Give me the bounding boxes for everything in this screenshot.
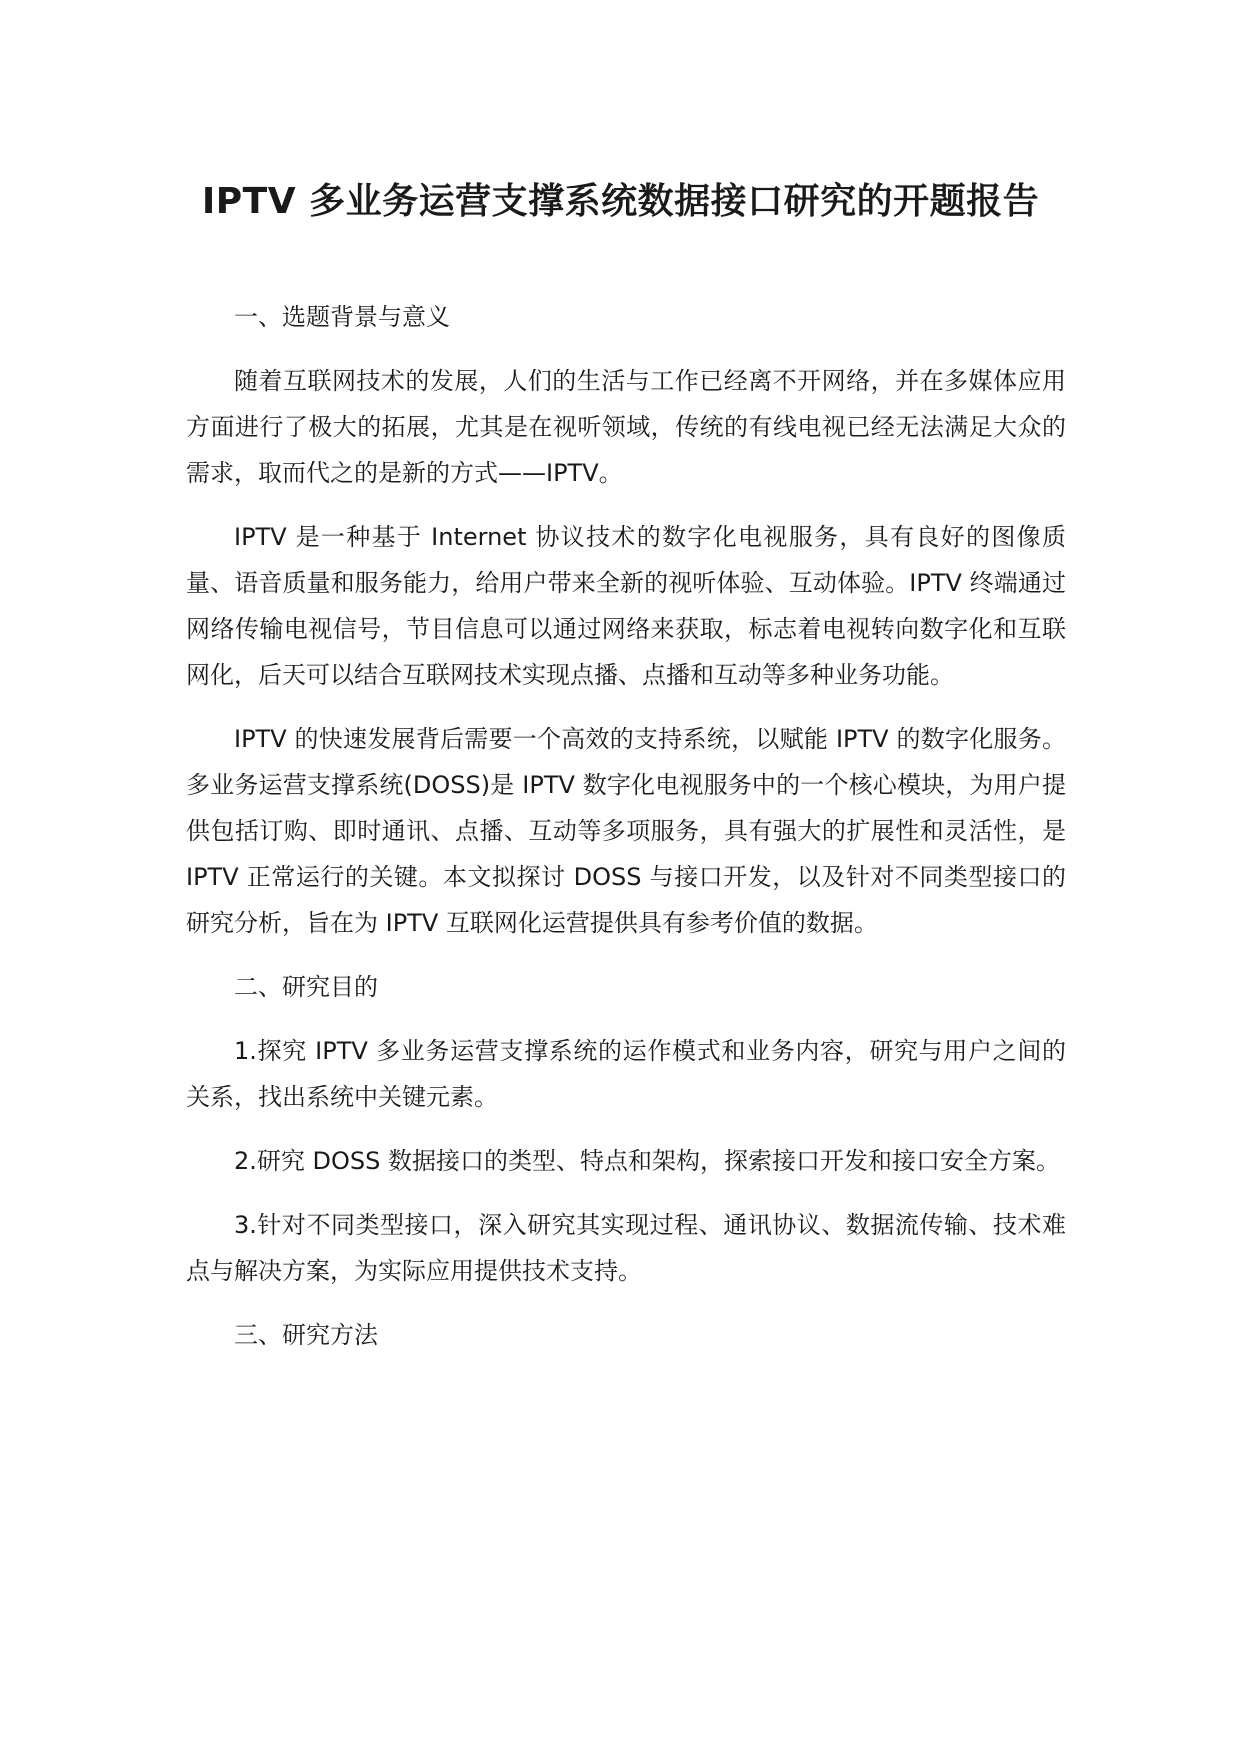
paragraph-background-3: IPTV 的快速发展背后需要一个高效的支持系统，以赋能 IPTV 的数字化服务。多业务运营支撑系统(DOSS)是 IPTV 数字化电视服务中的一个核心模块，为用户提供包括订购、即时通讯、点播、互动等多项服务，具有强大的扩展性和灵活性，是 IPTV 正常运行的关键。本文拟探讨 DOSS 与接口开发，以及针对不同类型接口的研究分析，旨在为 IPTV 互联网化运营提供具有参考价值的数据。 bbox=[186, 725, 1066, 937]
paragraph-purpose-1: 1.探究 IPTV 多业务运营支撑系统的运作模式和业务内容，研究与用户之间的关系，找出系统中关键元素。 bbox=[186, 1037, 1066, 1111]
section-heading-method: 三、研究方法 bbox=[234, 1321, 378, 1349]
section-heading-background: 一、选题背景与意义 bbox=[234, 303, 450, 331]
paragraph-background-1: 随着互联网技术的发展，人们的生活与工作已经离不开网络，并在多媒体应用方面进行了极大的拓展，尤其是在视听领域，传统的有线电视已经无法满足大众的需求，取而代之的是新的方式——IPTV。 bbox=[186, 367, 1066, 487]
document-body bbox=[186, 294, 1066, 1376]
paragraph-purpose-3: 3.针对不同类型接口，深入研究其实现过程、通讯协议、数据流传输、技术难点与解决方案，为实际应用提供技术支持。 bbox=[186, 1211, 1066, 1285]
paragraph-background-2: IPTV 是一种基于 Internet 协议技术的数字化电视服务，具有良好的图像质量、语音质量和服务能力，给用户带来全新的视听体验、互动体验。IPTV 终端通过网络传输电视信号，节目信息可以通过网络来获取，标志着电视转向数字化和互联网化，后天可以结合互联网技术实现点播、点播和互动等多种业务功能。 bbox=[186, 523, 1066, 689]
document-title: IPTV 多业务运营支撑系统数据接口研究的开题报告 bbox=[201, 181, 1040, 222]
paragraph-purpose-2: 2.研究 DOSS 数据接口的类型、特点和架构，探索接口开发和接口安全方案。 bbox=[234, 1147, 1060, 1175]
section-heading-purpose: 二、研究目的 bbox=[234, 973, 378, 1001]
